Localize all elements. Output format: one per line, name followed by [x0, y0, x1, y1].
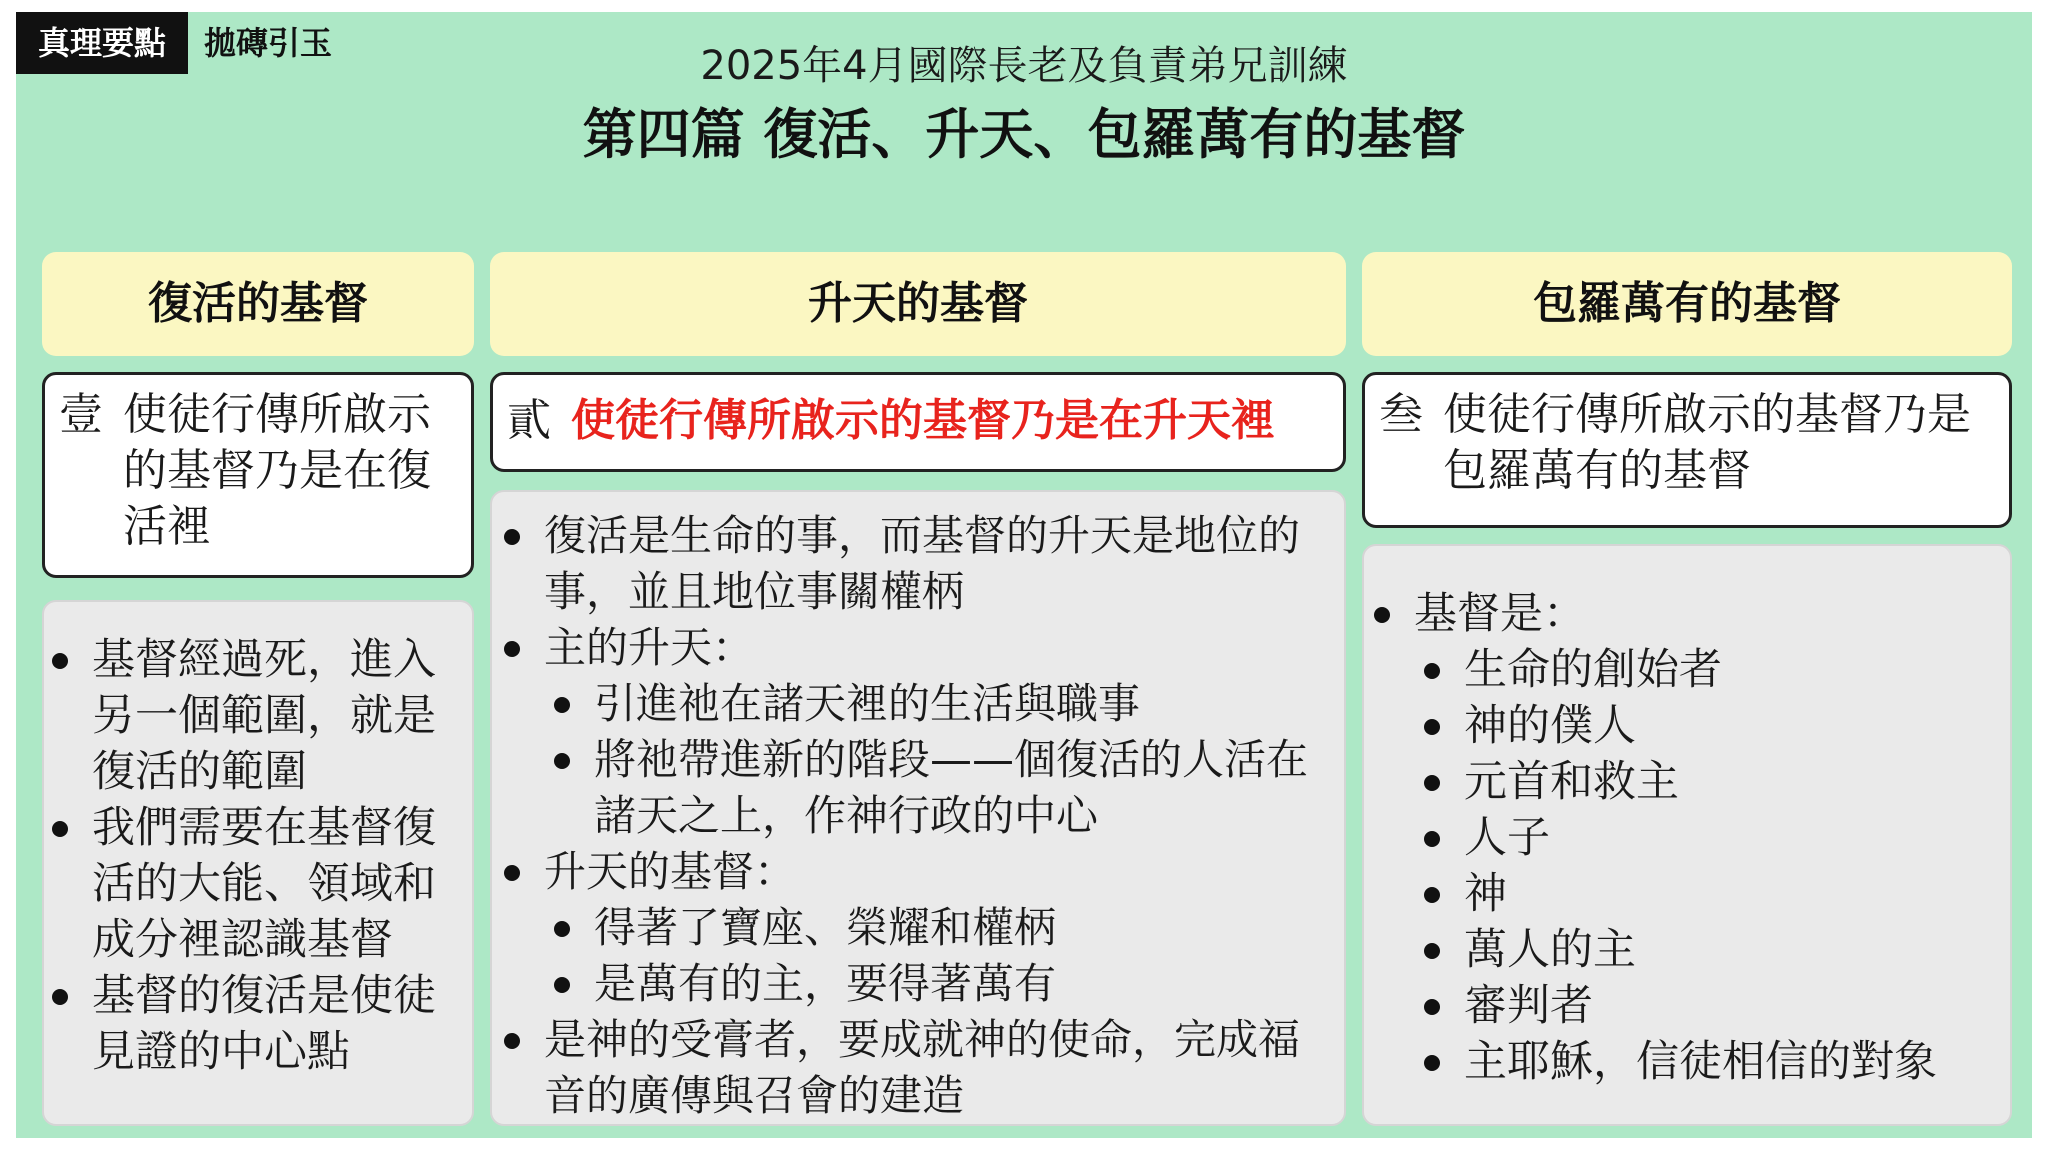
point-text: 使徒行傳所啟示的基督乃是包羅萬有的基督: [1443, 389, 1971, 496]
list-item: 我們需要在基督復活的大能、領域和成分裡認識基督: [48, 800, 462, 968]
list-item: 是萬有的主，要得著萬有: [550, 956, 1336, 1012]
page-title: 第四篇 復活、升天、包羅萬有的基督: [582, 103, 1466, 166]
column-header-all-inclusive: 包羅萬有的基督: [1362, 252, 2012, 356]
point-text: 使徒行傳所啟示的基督乃是在復活裡: [123, 389, 431, 552]
point-number: 叁: [1379, 389, 1423, 440]
list-item: 得著了寶座、榮耀和權柄: [550, 900, 1336, 956]
list-item: 審判者: [1420, 978, 2000, 1034]
truth-badge: 真理要點: [16, 12, 188, 74]
detail-box-1: [42, 600, 474, 1126]
point-number: 貳: [507, 395, 551, 446]
detail-box-2: [490, 490, 1346, 1126]
list-item: 將祂帶進新的階段——個復活的人活在諸天之上，作神行政的中心: [550, 732, 1336, 844]
list-item: 人子: [1420, 810, 2000, 866]
list-item: 主的升天：: [500, 620, 1336, 676]
list-item: 元首和救主: [1420, 754, 2000, 810]
point-box-3: [1362, 372, 2012, 528]
list-item: 基督是：: [1370, 586, 2000, 642]
list-item: 神的僕人: [1420, 698, 2000, 754]
point-text-highlight: 使徒行傳所啟示的基督乃是在升天裡: [571, 395, 1275, 446]
point-number: 壹: [59, 389, 103, 440]
list-item: 主耶穌，信徒相信的對象: [1420, 1034, 2000, 1090]
list-item: 神: [1420, 866, 2000, 922]
column-header-ascension: 升天的基督: [490, 252, 1346, 356]
column-header-resurrection: 復活的基督: [42, 252, 474, 356]
list-item: 引進祂在諸天裡的生活與職事: [550, 676, 1336, 732]
point-box-1: [42, 372, 474, 578]
detail-box-3: [1362, 544, 2012, 1126]
list-item: 基督經過死，進入另一個範圍，就是復活的範圍: [48, 632, 462, 800]
list-item: 升天的基督：: [500, 844, 1336, 900]
point-box-2: [490, 372, 1346, 472]
subtitle: 2025年4月國際長老及負責弟兄訓練: [700, 43, 1348, 89]
list-item: 生命的創始者: [1420, 642, 2000, 698]
list-item: 基督的復活是使徒見證的中心點: [48, 968, 462, 1080]
list-item: 是神的受膏者，要成就神的使命，完成福音的廣傳與召會的建造: [500, 1012, 1336, 1124]
list-item: 復活是生命的事，而基督的升天是地位的事，並且地位事關權柄: [500, 508, 1336, 620]
slide: [16, 12, 2032, 1138]
tagline: 拋磚引玉: [204, 24, 333, 62]
list-item: 萬人的主: [1420, 922, 2000, 978]
